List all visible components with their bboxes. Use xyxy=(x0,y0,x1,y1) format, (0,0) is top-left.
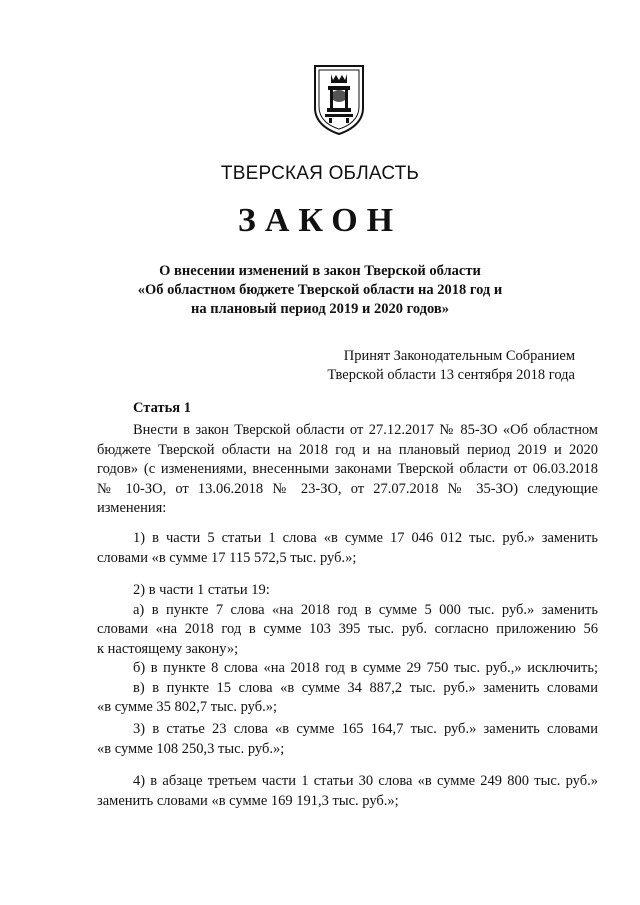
text-line: б) в пункте 8 слова «на 2018 год в сумме 29 750 тыс. руб.,» исключить; xyxy=(133,660,598,676)
text-line: 1) в части 5 статьи 1 слова «в сумме 17 046 012 тыс. руб.» заменить xyxy=(133,530,598,546)
amendment-item-4 xyxy=(97,772,598,811)
intro-paragraph xyxy=(97,421,598,519)
adoption-line: Принят Законодательным Собранием xyxy=(343,348,575,364)
text-line: годов» (с изменениями, внесенными законами Тверской области от 06.03.2018 xyxy=(97,461,598,477)
text-line: 3) в статье 23 слова «в сумме 165 164,7 тыс. руб.» заменить словами xyxy=(133,721,598,737)
amendment-item-1 xyxy=(97,529,598,568)
text-line: а) в пункте 7 слова «на 2018 год в сумме 5 000 тыс. руб.» заменить xyxy=(133,601,598,618)
text-line: к настоящему закону»; xyxy=(97,640,239,657)
title-line: О внесении изменений в закон Тверской области xyxy=(159,263,481,279)
text-line: словами «в сумме 17 115 572,5 тыс. руб.»; xyxy=(97,549,357,566)
amendment-item-3 xyxy=(97,720,598,759)
text-line: «в сумме 35 802,7 тыс. руб.»; xyxy=(97,699,277,715)
coat-of-arms-icon xyxy=(313,64,365,136)
text-line: словами «на 2018 год в сумме 103 395 тыс. руб. согласно приложению 56 xyxy=(97,621,598,637)
title-line: на плановый период 2019 и 2020 годов» xyxy=(191,301,449,317)
text-line: Внести в закон Тверской области от 27.12.2017 № 85-ЗО «Об областном xyxy=(133,422,598,438)
text-line: «в сумме 108 250,3 тыс. руб.»; xyxy=(97,740,285,757)
document-type: ЗАКОН xyxy=(237,202,403,239)
amendment-item-2 xyxy=(97,581,598,718)
text-line: бюджете Тверской области на 2018 год и на плановый период 2019 и 2020 xyxy=(97,441,598,458)
text-line: в) в пункте 15 слова «в сумме 34 887,2 тыс. руб.» заменить словами xyxy=(133,679,598,696)
region-name: ТВЕРСКАЯ ОБЛАСТЬ xyxy=(220,163,420,184)
adoption-line: Тверской области 13 сентября 2018 года xyxy=(327,367,575,383)
text-line: № 10-ЗО, от 13.06.2018 № 23-ЗО, от 27.07.2018 № 35-ЗО) следующие xyxy=(97,480,598,497)
text-line: изменения: xyxy=(97,500,167,516)
text-line: 2) в части 1 статьи 19: xyxy=(133,582,270,598)
adoption-note xyxy=(327,347,575,385)
title-line: «Об областном бюджете Тверской области на 2018 год и xyxy=(137,282,503,298)
text-line: заменить словами «в сумме 169 191,3 тыс. руб.»; xyxy=(97,792,399,809)
article-heading: Статья 1 xyxy=(133,400,191,416)
text-line: 4) в абзаце третьем части 1 статьи 30 слова «в сумме 249 800 тыс. руб.» xyxy=(133,773,598,789)
document-title xyxy=(0,262,640,319)
